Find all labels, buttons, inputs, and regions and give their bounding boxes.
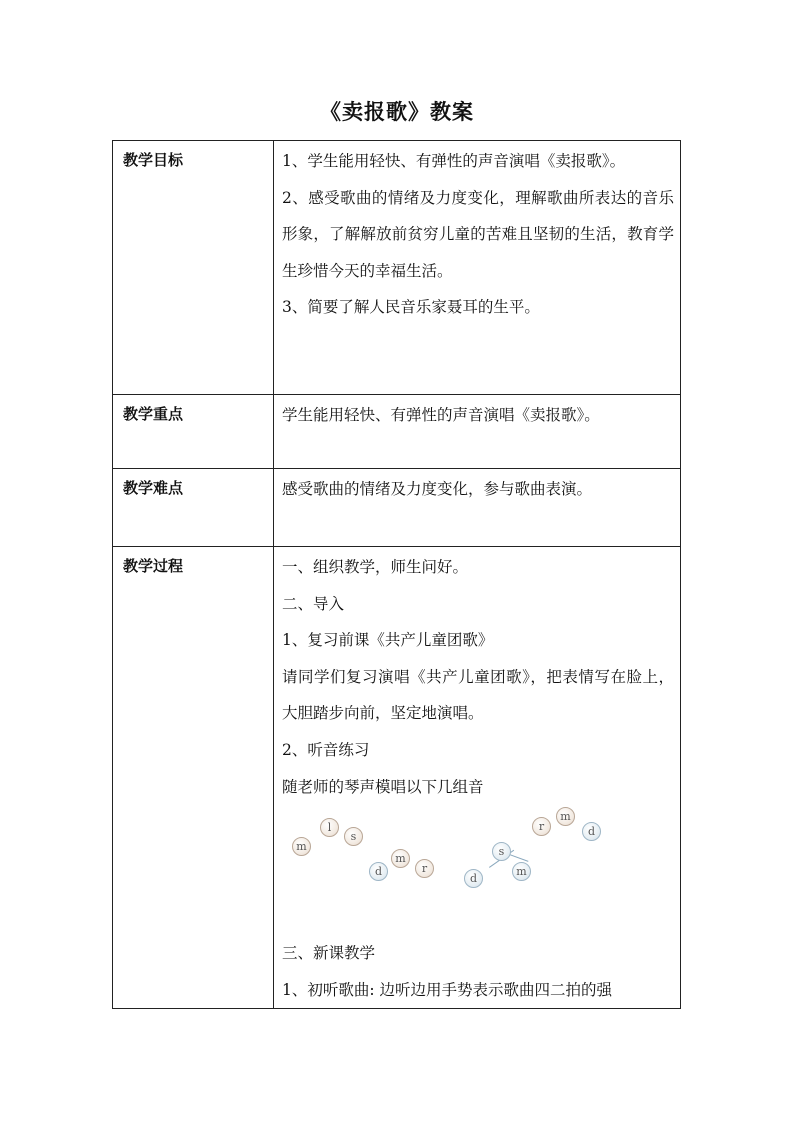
process-line-3: 1、复习前课《共产儿童团歌》 bbox=[282, 631, 494, 650]
goal-item-1: 1、学生能用轻快、有弹性的声音演唱《卖报歌》。 bbox=[282, 152, 626, 170]
process-line-5: 2、听音练习 bbox=[282, 740, 370, 759]
table-row-process bbox=[113, 547, 681, 1009]
process-content bbox=[274, 547, 681, 1009]
solfege-figure bbox=[282, 807, 674, 927]
difficulty-label: 教学难点 bbox=[113, 469, 274, 547]
solfege-note: r bbox=[415, 859, 434, 878]
solfege-note: m bbox=[391, 849, 410, 868]
solfege-note: r bbox=[532, 817, 551, 836]
process-line-4: 请同学们复习演唱《共产儿童团歌》，把表情写在脸上，大胆踏步向前，坚定地演唱。 bbox=[282, 667, 674, 723]
goal-content bbox=[274, 141, 681, 395]
solfege-note: d bbox=[582, 822, 601, 841]
table-row-difficulty bbox=[113, 469, 681, 547]
table-row-goal bbox=[113, 141, 681, 395]
solfege-note: m bbox=[512, 862, 531, 881]
process-line-6: 随老师的琴声模唱以下几组音 bbox=[282, 777, 484, 796]
page-title: 《卖报歌》教案 bbox=[320, 99, 474, 124]
solfege-note: m bbox=[556, 807, 575, 826]
solfege-note: m bbox=[292, 837, 311, 856]
process-line-1: 一、组织教学，师生问好。 bbox=[282, 558, 469, 576]
process-line-8: 1、初听歌曲: 边听边用手势表示歌曲四二拍的强 bbox=[282, 980, 613, 999]
solfege-note: s bbox=[344, 827, 363, 846]
process-line-2: 二、导入 bbox=[282, 594, 345, 613]
difficulty-content: 感受歌曲的情绪及力度变化，参与歌曲表演。 bbox=[274, 469, 681, 547]
solfege-note: s bbox=[492, 842, 511, 861]
table-row-key-point bbox=[113, 395, 681, 469]
goal-item-3: 3、简要了解人民音乐家聂耳的生平。 bbox=[282, 298, 540, 317]
key-point-content: 学生能用轻快、有弹性的声音演唱《卖报歌》。 bbox=[274, 395, 681, 469]
goal-item-2: 2、感受歌曲的情绪及力度变化，理解歌曲所表达的音乐形象，了解解放前贫穷儿童的苦难且坚韧的生活，教育学生珍惜今天的幸福生活。 bbox=[282, 188, 674, 280]
goal-label: 教学目标 bbox=[113, 141, 274, 395]
process-line-7: 三、新课教学 bbox=[282, 944, 376, 963]
process-label: 教学过程 bbox=[113, 547, 274, 1009]
solfege-note: l bbox=[320, 818, 339, 837]
solfege-note: d bbox=[464, 869, 483, 888]
key-point-label: 教学重点 bbox=[113, 395, 274, 469]
solfege-note: d bbox=[369, 862, 388, 881]
lesson-plan-table bbox=[112, 140, 681, 1009]
